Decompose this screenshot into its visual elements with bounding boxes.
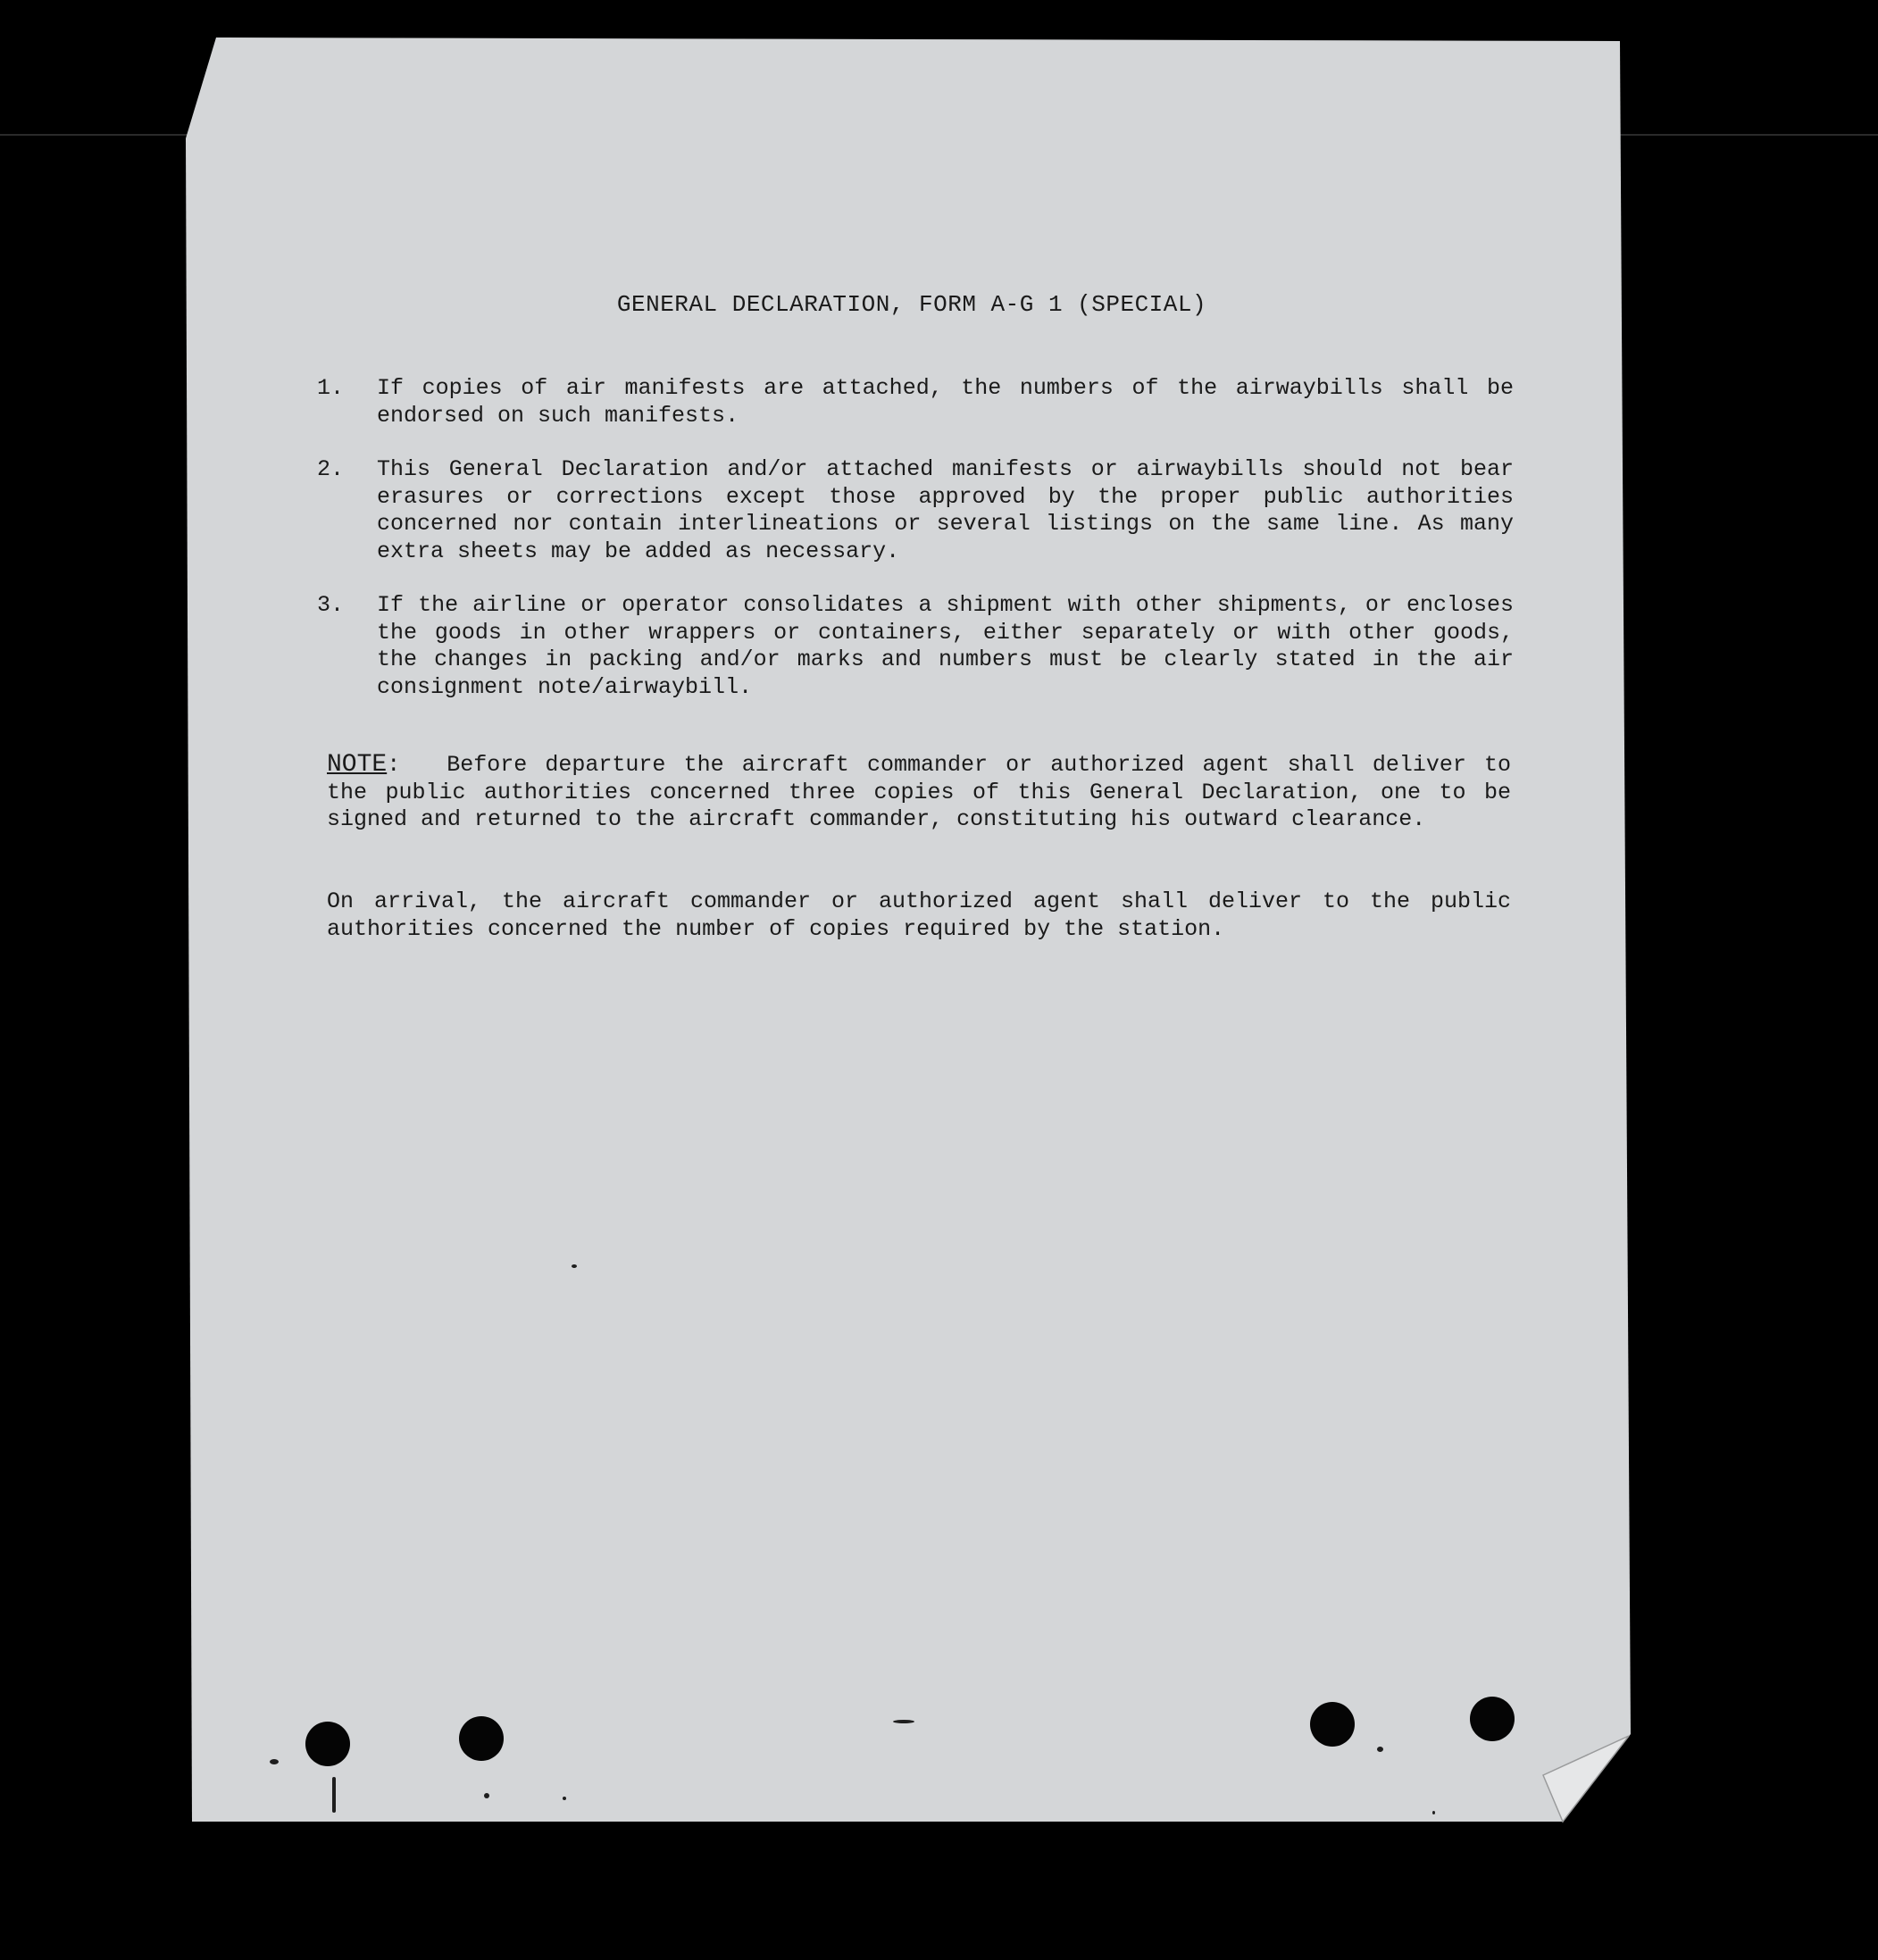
instruction-number: 1.	[317, 375, 345, 401]
instruction-item-1	[317, 375, 1514, 430]
note-paragraph	[327, 752, 1511, 834]
speck	[563, 1797, 566, 1800]
speck	[1377, 1747, 1383, 1752]
note-colon: :	[387, 752, 401, 778]
note-label: NOTE	[327, 751, 388, 779]
instruction-text: If copies of air manifests are attached, the numbers of the airwaybills shall be endorsed on such manifests.	[377, 375, 1514, 429]
instructions-list	[317, 375, 1514, 728]
instruction-text: If the airline or operator consolidates a shipment with other shipments, or encloses the goods in other wrappers or containers, either separately or with other goods, the changes in packing and/or marks and numbers must be clearly stated in the air consignment note/airwaybill.	[377, 592, 1514, 700]
instruction-item-3	[317, 592, 1514, 701]
punch-hole	[459, 1716, 504, 1761]
punch-hole	[1310, 1702, 1355, 1747]
speck	[893, 1720, 914, 1723]
arrival-paragraph: On arrival, the aircraft commander or authorized agent shall deliver to the public authorities concerned the number of copies required by the station.	[327, 888, 1511, 942]
speck	[1432, 1811, 1435, 1814]
punch-hole	[305, 1722, 350, 1766]
instruction-text: This General Declaration and/or attached manifests or airwaybills should not bear erasures or corrections except those approved by the proper public authorities concerned nor contain interlineations or several listings on the same line. As many extra sheets may be added as necessary.	[377, 456, 1514, 564]
speck	[572, 1264, 577, 1268]
punch-hole	[1470, 1697, 1515, 1741]
instruction-item-2	[317, 456, 1514, 565]
note-text: Before departure the aircraft commander or authorized agent shall deliver to the public authorities concerned three copies of this General Declaration, one to be signed and returned to the aircraft commander, constituting his outward clearance.	[327, 752, 1511, 832]
instruction-number: 3.	[317, 592, 345, 618]
instruction-number: 2.	[317, 456, 345, 482]
speck	[332, 1777, 336, 1813]
speck	[484, 1793, 489, 1798]
speck	[270, 1759, 279, 1764]
form-title: GENERAL DECLARATION, FORM A-G 1 (SPECIAL)	[616, 291, 1207, 318]
